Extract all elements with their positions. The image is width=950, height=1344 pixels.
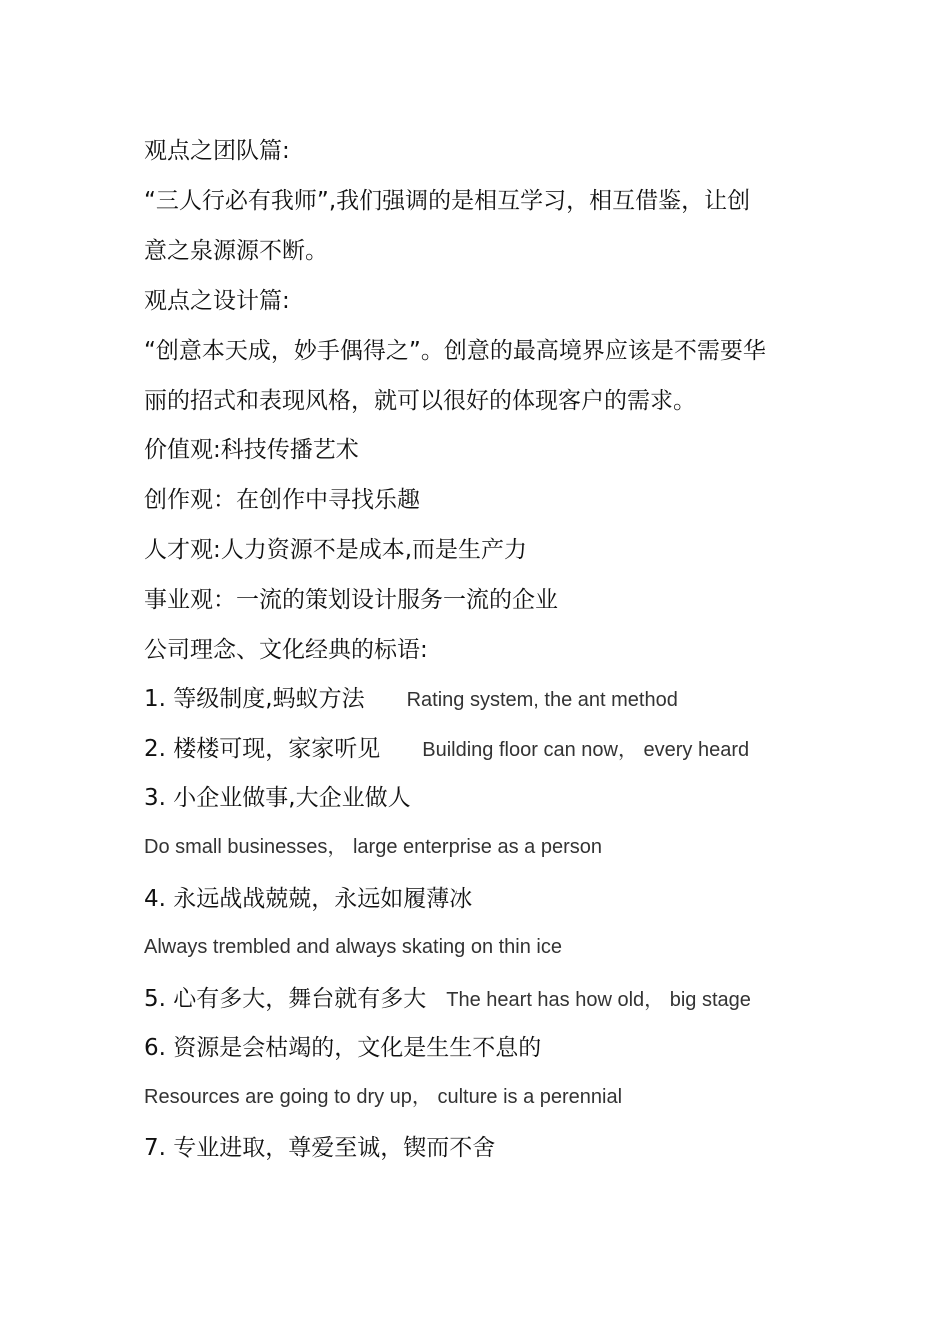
slogan-chinese: 资源是会枯竭的，文化是生生不息的 (173, 1035, 542, 1061)
team-heading: 观点之团队篇: (144, 138, 290, 164)
slogan-chinese: 等级制度,蚂蚁方法 (173, 686, 365, 712)
slogan-3-english: Do small businesses， large enterprise as a person (144, 836, 602, 858)
slogan-chinese: 永远战战兢兢，永远如履薄冰 (173, 886, 473, 912)
slogan-item-1 (144, 684, 678, 714)
talent-view-line: 人才观:人力资源不是成本,而是生产力 (144, 537, 528, 563)
slogan-item-5 (144, 984, 751, 1014)
slogan-number: 6. (144, 1035, 166, 1061)
design-paragraph-line-2: 丽的招式和表现风格，就可以很好的体现客户的需求。 (144, 388, 696, 414)
slogan-chinese: 专业进取，尊爱至诚，锲而不舍 (173, 1135, 496, 1161)
slogan-chinese: 小企业做事,大企业做人 (173, 785, 411, 811)
slogan-6-english: Resources are going to dry up， culture is a perennial (144, 1086, 623, 1108)
slogan-number: 3. (144, 785, 166, 811)
slogan-item-2 (144, 734, 749, 764)
slogan-chinese: 心有多大，舞台就有多大 (173, 986, 427, 1012)
creation-view-line: 创作观：在创作中寻找乐趣 (144, 487, 420, 513)
slogan-number: 7. (144, 1135, 166, 1161)
values-line: 价值观:科技传播艺术 (144, 437, 359, 463)
slogan-number: 4. (144, 886, 166, 912)
slogan-english: Rating system, the ant method (406, 689, 678, 711)
design-heading: 观点之设计篇: (144, 288, 290, 314)
slogan-number: 2. (144, 736, 166, 762)
slogan-item-4 (144, 884, 472, 914)
slogan-4-english: Always trembled and always skating on thin ice (144, 936, 562, 958)
slogan-english: The heart has how old， big stage (446, 989, 751, 1011)
slogan-item-7 (144, 1133, 495, 1163)
slogan-item-6 (144, 1033, 541, 1063)
slogan-number: 1. (144, 686, 166, 712)
career-view-line: 事业观：一流的策划设计服务一流的企业 (144, 587, 558, 613)
slogan-english: Building floor can now， every heard (422, 739, 750, 761)
slogan-item-3 (144, 783, 411, 813)
team-paragraph-line-2: 意之泉源源不断。 (144, 238, 328, 264)
slogan-number: 5. (144, 986, 166, 1012)
slogans-heading: 公司理念、文化经典的标语: (144, 637, 428, 663)
team-paragraph-line-1: “三人行必有我师”,我们强调的是相互学习，相互借鉴，让创 (144, 188, 751, 214)
slogan-chinese: 楼楼可现，家家听见 (173, 736, 381, 762)
design-paragraph-line-1: “创意本天成，妙手偶得之”。创意的最高境界应该是不需要华 (144, 338, 766, 364)
